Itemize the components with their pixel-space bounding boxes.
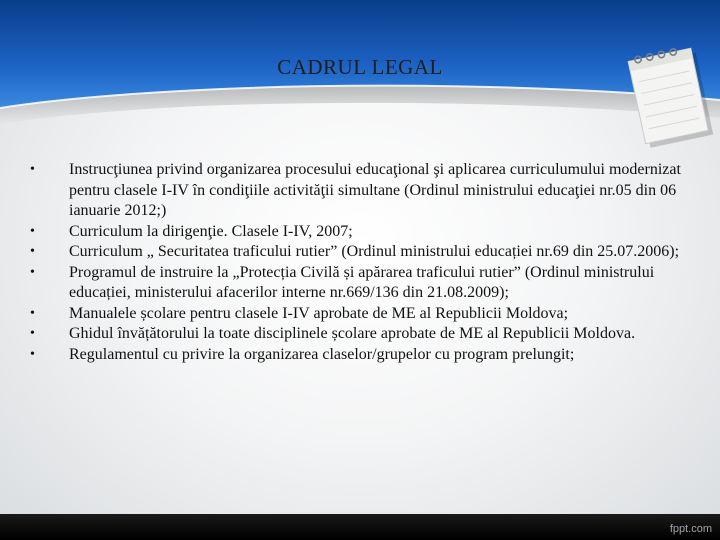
list-item-text: Regulamentul cu privire la organizarea claselor/grupelor cu program prelungit; — [69, 345, 575, 363]
list-item — [30, 160, 690, 222]
list-item-text: Ghidul învățătorului la toate disciplinele școlare aprobate de ME al Republicii Moldova. — [69, 325, 636, 342]
slide-title: CADRUL LEGAL — [277, 55, 443, 79]
bullet-icon: • — [30, 162, 35, 177]
bullet-icon: • — [30, 346, 35, 362]
bullet-icon: • — [30, 305, 35, 321]
list-item — [30, 242, 690, 263]
watermark: fppt.com — [669, 523, 712, 535]
list-item — [30, 324, 690, 345]
list-item-text: Curriculum „ Securitatea traficului rutier” (Ordinul ministrului educației nr.69 din 25.07.2006); — [69, 243, 680, 260]
bullet-list — [30, 160, 690, 365]
bullet-icon: • — [30, 223, 35, 239]
bullet-icon: • — [30, 264, 35, 280]
list-item — [30, 222, 690, 243]
footer-band — [0, 514, 720, 540]
bullet-icon: • — [30, 326, 35, 341]
list-item — [30, 345, 690, 366]
bullet-icon: • — [30, 244, 35, 259]
list-item-text: Manualele școlare pentru clasele I-IV aprobate de ME al Republicii Moldova; — [69, 304, 569, 322]
list-item — [30, 263, 690, 304]
list-item-text: Programul de instruire la „Protecția Civilă și apărarea traficului rutier” (Ordinul ministrului educației, ministerului afacerilor interne nr.669/136 din 21.08.2009); — [69, 263, 655, 301]
list-item-text: Instrucţiunea privind organizarea procesului educaţional şi aplicarea curriculumului modernizat pentru clasele I-IV în condiţiile activităţii simultane (Ordinul ministrului educaţiei nr.05 din 06 ianuarie 2012;) — [69, 161, 681, 219]
list-item — [30, 304, 690, 325]
list-item-text: Curriculum la dirigenţie. Clasele I-IV, 2007; — [69, 222, 353, 240]
